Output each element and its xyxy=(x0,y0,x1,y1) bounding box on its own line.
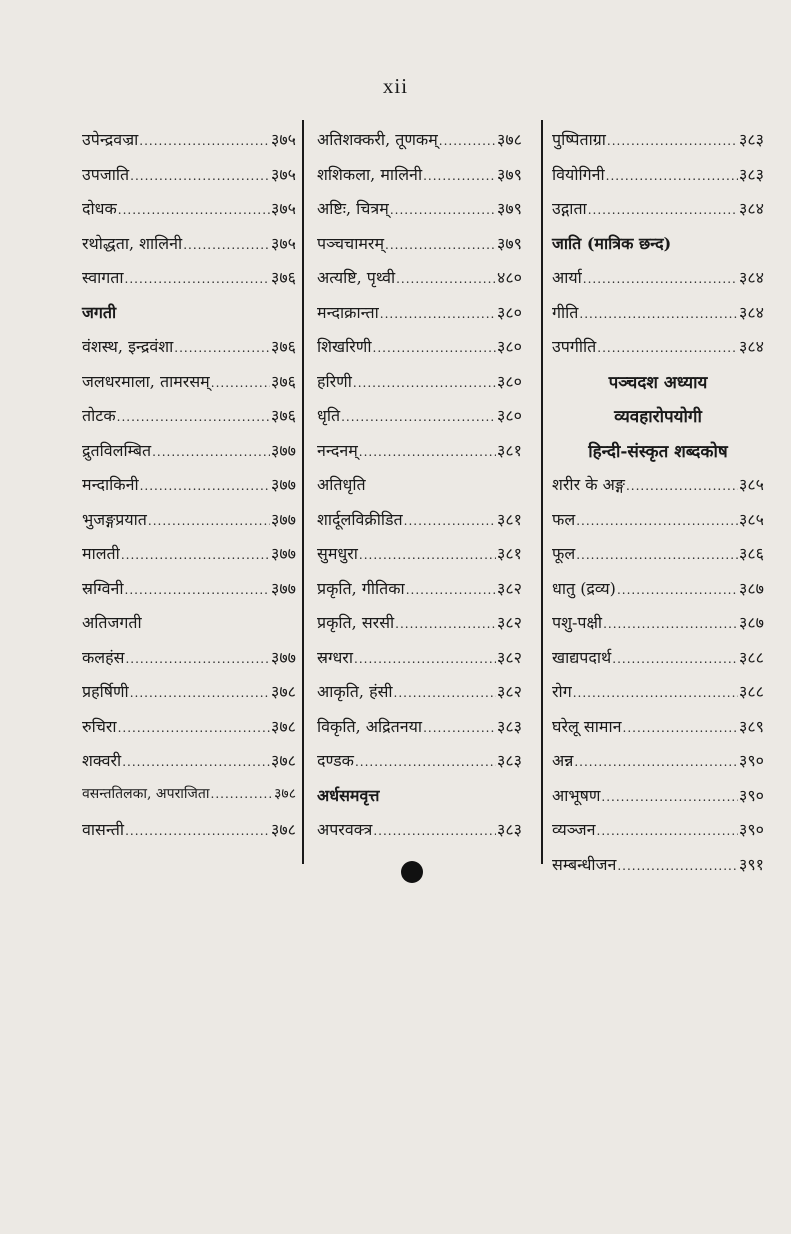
entry-page-number: ४८० xyxy=(497,268,522,287)
entry-page-number: ३७९ xyxy=(497,233,522,253)
toc-entry xyxy=(317,128,522,163)
entry-page-number: ३७७ xyxy=(271,475,296,494)
section-heading: जाति (मात्रिक छन्द) xyxy=(552,233,672,253)
toc-entry xyxy=(552,508,764,543)
entry-title: मन्दाकिनी xyxy=(82,475,139,494)
dot-leader xyxy=(617,859,738,873)
toc-entry xyxy=(317,749,522,784)
entry-page-number: ३८५ xyxy=(739,475,764,494)
column-divider xyxy=(302,120,304,864)
entry-page-number: ३८४ xyxy=(739,268,764,287)
dot-leader xyxy=(122,755,270,769)
toc-entry xyxy=(552,266,764,301)
toc-entry xyxy=(82,439,296,474)
entry-title: धृति xyxy=(317,406,341,425)
dot-leader xyxy=(385,238,496,252)
entry-title: विकृति, अद्रितनया xyxy=(317,716,423,736)
entry-page-number: ३८७ xyxy=(739,613,764,632)
dot-leader xyxy=(576,548,738,562)
toc-entry xyxy=(317,404,522,439)
dot-leader xyxy=(353,376,496,390)
toc-entry xyxy=(82,335,296,370)
dot-leader xyxy=(439,134,496,148)
dot-leader xyxy=(380,307,496,321)
dot-leader xyxy=(394,686,496,700)
toc-entry xyxy=(552,335,764,370)
dot-leader xyxy=(152,445,270,459)
entry-title: धातु (द्रव्य) xyxy=(552,578,616,598)
entry-page-number: ३८८ xyxy=(739,682,764,701)
dot-leader xyxy=(140,479,270,493)
toc-entry xyxy=(82,370,296,405)
toc-entry xyxy=(552,197,764,232)
dot-leader xyxy=(406,583,496,597)
entry-title: पुष्पिताग्रा xyxy=(552,130,606,149)
toc-entry xyxy=(317,197,522,232)
dot-leader xyxy=(573,686,738,700)
dot-leader xyxy=(130,686,270,700)
bullet-ornament xyxy=(401,861,423,883)
entry-title: सम्बन्धीजन xyxy=(552,854,617,874)
entry-title: रथोद्धता, शालिनी xyxy=(82,233,183,253)
toc-entry xyxy=(552,163,764,198)
entry-title: अन्न xyxy=(552,751,574,770)
entry-title: उपगीति xyxy=(552,337,597,356)
toc-entry xyxy=(82,128,296,163)
entry-title: फूल xyxy=(552,544,576,563)
dot-leader xyxy=(597,341,738,355)
toc-entry xyxy=(317,611,522,646)
toc-entry xyxy=(552,301,764,336)
entry-title: वियोगिनी xyxy=(552,164,605,184)
entry-page-number: ३८० xyxy=(497,406,522,425)
toc-column-2 xyxy=(317,128,522,853)
entry-title: पञ्चचामरम् xyxy=(317,233,385,253)
entry-title: अष्टिः, चित्रम् xyxy=(317,199,389,218)
entry-page-number: ३८१ xyxy=(497,440,522,460)
entry-page-number: ३८१ xyxy=(497,509,522,529)
toc-entry xyxy=(317,335,522,370)
entry-title: हरिणी xyxy=(317,371,352,391)
toc-entry xyxy=(317,232,522,267)
entry-page-number: ३८४ xyxy=(739,337,764,356)
table-of-contents xyxy=(78,120,766,874)
entry-page-number: ३७७ xyxy=(271,544,296,563)
entry-page-number: ३७८ xyxy=(271,820,296,839)
toc-entry xyxy=(552,715,764,750)
entry-page-number: ३८० xyxy=(497,302,522,322)
entry-title: भुजङ्गप्रयात xyxy=(82,509,147,529)
entry-title: शशिकला, मालिनी xyxy=(317,164,423,184)
entry-page-number: ३९० xyxy=(739,820,764,839)
entry-title: गीति xyxy=(552,302,579,322)
toc-entry xyxy=(82,163,296,198)
dot-leader xyxy=(148,514,270,528)
entry-page-number: ३८९ xyxy=(739,716,764,736)
entry-page-number: ३८७ xyxy=(739,578,764,598)
entry-title: रोग xyxy=(552,682,572,701)
dot-leader xyxy=(125,824,270,838)
dot-leader xyxy=(125,652,270,666)
entry-title: खाद्यपदार्थ xyxy=(552,647,612,667)
toc-column-1 xyxy=(82,128,296,853)
toc-entry xyxy=(317,301,522,336)
entry-page-number: ३७६ xyxy=(271,268,296,287)
toc-entry xyxy=(82,542,296,577)
toc-entry xyxy=(552,577,764,612)
section-heading: अतिधृति xyxy=(317,475,366,494)
entry-page-number: ३७७ xyxy=(271,440,296,460)
dot-leader xyxy=(373,341,497,355)
dot-leader xyxy=(574,755,738,769)
entry-title: अत्यष्टि, पृथ्वी xyxy=(317,268,396,287)
entry-title: मालती xyxy=(82,544,120,563)
entry-page-number: ३७८ xyxy=(274,785,296,802)
dot-leader xyxy=(576,514,738,528)
entry-title: कलहंस xyxy=(82,647,125,667)
entry-title: घरेलू सामान xyxy=(552,716,622,736)
dot-leader xyxy=(579,307,738,321)
page-number: xii xyxy=(382,74,409,98)
dot-leader xyxy=(118,203,270,217)
entry-title: अतिशक्करी, तूणकम् xyxy=(317,130,438,149)
entry-page-number: ३७५ xyxy=(271,233,296,253)
entry-page-number: ३८८ xyxy=(739,647,764,667)
dot-leader xyxy=(623,721,739,735)
entry-title: उद्गाता xyxy=(552,199,587,218)
dot-leader xyxy=(612,652,738,666)
entry-title: शिखरिणी xyxy=(317,337,372,356)
entry-title: शक्वरी xyxy=(82,751,122,770)
entry-title: प्रकृति, सरसी xyxy=(317,613,395,632)
entry-page-number: ३८० xyxy=(497,371,522,391)
dot-leader xyxy=(183,238,270,252)
entry-title: मन्दाक्रान्ता xyxy=(317,302,379,322)
entry-page-number: ३८२ xyxy=(497,578,522,598)
dot-leader xyxy=(423,721,496,735)
entry-page-number: ३८३ xyxy=(497,820,522,839)
entry-page-number: ३७६ xyxy=(271,371,296,391)
chapter-heading: व्यवहारोपयोगी xyxy=(614,407,702,427)
toc-entry xyxy=(82,646,296,681)
toc-entry xyxy=(317,266,522,301)
entry-title: अपरवक्त्र xyxy=(317,820,373,839)
dot-leader xyxy=(603,617,738,631)
entry-title: नन्दनम् xyxy=(317,440,358,460)
dot-leader xyxy=(354,652,496,666)
section-heading: अतिजगती xyxy=(82,613,142,632)
column-divider xyxy=(541,120,543,864)
toc-entry xyxy=(82,818,296,853)
entry-title: आर्या xyxy=(552,268,582,287)
dot-leader xyxy=(583,272,738,286)
dot-leader xyxy=(626,479,738,493)
toc-entry xyxy=(82,784,296,819)
dot-leader xyxy=(359,548,496,562)
entry-page-number: ३७६ xyxy=(271,337,296,356)
toc-entry xyxy=(82,715,296,750)
dot-leader xyxy=(117,410,270,424)
toc-entry xyxy=(552,784,764,819)
dot-leader xyxy=(396,272,496,286)
dot-leader xyxy=(597,824,739,838)
chapter-heading: हिन्दी-संस्कृत शब्दकोष xyxy=(588,441,728,462)
entry-page-number: ३७९ xyxy=(497,199,522,218)
entry-page-number: ३७८ xyxy=(271,716,296,736)
dot-leader xyxy=(174,341,270,355)
entry-page-number: ३८५ xyxy=(739,509,764,529)
toc-entry xyxy=(317,680,522,715)
dot-leader xyxy=(341,410,496,424)
toc-entry xyxy=(552,749,764,784)
toc-entry xyxy=(317,715,522,750)
dot-leader xyxy=(211,376,270,390)
section-heading: अर्धसमवृत्त xyxy=(317,785,380,805)
dot-leader xyxy=(125,583,270,597)
toc-entry xyxy=(317,646,522,681)
entry-page-number: ३८२ xyxy=(497,613,522,632)
toc-entry xyxy=(82,404,296,439)
toc-entry xyxy=(552,473,764,508)
entry-page-number: ३९० xyxy=(739,751,764,770)
dot-leader xyxy=(130,169,270,183)
dot-leader xyxy=(373,824,496,838)
entry-title: सुमधुरा xyxy=(317,544,358,563)
entry-page-number: ३८३ xyxy=(497,751,522,770)
entry-page-number: ३७६ xyxy=(271,406,296,425)
entry-page-number: ३८२ xyxy=(497,682,522,701)
entry-page-number: ३८३ xyxy=(739,164,764,184)
toc-entry xyxy=(552,853,764,888)
entry-title: प्रहर्षिणी xyxy=(82,682,129,701)
entry-title: फल xyxy=(552,509,576,529)
entry-title: प्रकृति, गीतिका xyxy=(317,578,405,598)
dot-leader xyxy=(423,169,496,183)
toc-entry xyxy=(317,439,522,474)
entry-title: रुचिरा xyxy=(82,716,117,736)
toc-entry xyxy=(82,577,296,612)
entry-title: शार्दूलविक्रीडित xyxy=(317,509,403,529)
entry-page-number: ३७५ xyxy=(271,164,296,184)
entry-page-number: ३७८ xyxy=(497,130,522,149)
toc-entry xyxy=(552,818,764,853)
entry-page-number: ३८२ xyxy=(497,647,522,667)
entry-title: तोटक xyxy=(82,406,116,425)
entry-page-number: ३७५ xyxy=(271,130,296,149)
toc-entry xyxy=(317,577,522,612)
dot-leader xyxy=(588,203,738,217)
entry-page-number: ३७७ xyxy=(271,647,296,667)
entry-page-number: ३७८ xyxy=(271,751,296,770)
dot-leader xyxy=(118,721,270,735)
entry-page-number: ३८१ xyxy=(497,544,522,563)
entry-page-number: ३९० xyxy=(739,785,764,805)
entry-title: व्यञ्जन xyxy=(552,820,596,839)
entry-title: पशु-पक्षी xyxy=(552,613,603,632)
entry-page-number: ३७९ xyxy=(497,164,522,184)
toc-entry xyxy=(317,163,522,198)
toc-entry xyxy=(317,818,522,853)
toc-entry xyxy=(82,266,296,301)
entry-title: द्रुतविलम्बित xyxy=(82,440,152,460)
dot-leader xyxy=(125,272,270,286)
dot-leader xyxy=(607,134,738,148)
toc-entry xyxy=(552,680,764,715)
dot-leader xyxy=(121,548,270,562)
dot-leader xyxy=(139,134,270,148)
toc-entry xyxy=(82,232,296,267)
entry-title: आकृति, हंसी xyxy=(317,682,393,701)
dot-leader xyxy=(601,790,738,804)
dot-leader xyxy=(404,514,496,528)
entry-page-number: ३७५ xyxy=(271,199,296,218)
section-heading: जगती xyxy=(82,302,117,322)
dot-leader xyxy=(211,787,274,801)
entry-page-number: ३७७ xyxy=(271,578,296,598)
entry-title: स्रग्धरा xyxy=(317,647,354,667)
toc-entry xyxy=(82,197,296,232)
toc-entry xyxy=(82,508,296,543)
entry-title: स्वागता xyxy=(82,268,124,287)
entry-page-number: ३८० xyxy=(497,337,522,356)
entry-title: उपजाति xyxy=(82,164,130,184)
entry-page-number: ३८३ xyxy=(497,716,522,736)
toc-entry xyxy=(317,370,522,405)
entry-title: दोधक xyxy=(82,199,117,218)
entry-page-number: ३८६ xyxy=(739,544,764,563)
toc-entry xyxy=(552,128,764,163)
chapter-heading: पञ्चदश अध्याय xyxy=(608,372,708,393)
entry-page-number: ३८४ xyxy=(739,302,764,322)
toc-entry xyxy=(317,508,522,543)
dot-leader xyxy=(355,755,496,769)
entry-title: दण्डक xyxy=(317,751,354,770)
toc-column-3 xyxy=(552,128,764,887)
entry-page-number: ३९१ xyxy=(739,854,764,874)
entry-title: वासन्ती xyxy=(82,820,125,839)
toc-entry xyxy=(552,646,764,681)
entry-title: शरीर के अङ्ग xyxy=(552,475,625,494)
dot-leader xyxy=(390,203,496,217)
entry-title: वसन्ततिलका, अपराजिता xyxy=(82,785,210,802)
entry-page-number: ३८४ xyxy=(739,199,764,218)
dot-leader xyxy=(617,583,738,597)
dot-leader xyxy=(606,169,738,183)
entry-title: आभूषण xyxy=(552,785,601,805)
entry-title: उपेन्द्रवज्रा xyxy=(82,130,139,149)
entry-page-number: ३७७ xyxy=(271,509,296,529)
entry-title: वंशस्थ, इन्द्रवंशा xyxy=(82,337,174,356)
toc-entry xyxy=(552,611,764,646)
toc-entry xyxy=(82,749,296,784)
dot-leader xyxy=(359,445,496,459)
toc-entry xyxy=(317,542,522,577)
entry-title: स्रग्विनी xyxy=(82,578,124,598)
entry-page-number: ३८३ xyxy=(739,130,764,149)
toc-entry xyxy=(552,542,764,577)
entry-page-number: ३७८ xyxy=(271,682,296,701)
toc-entry xyxy=(82,680,296,715)
dot-leader xyxy=(395,617,496,631)
entry-title: जलधरमाला, तामरसम् xyxy=(82,371,210,391)
toc-entry xyxy=(82,473,296,508)
